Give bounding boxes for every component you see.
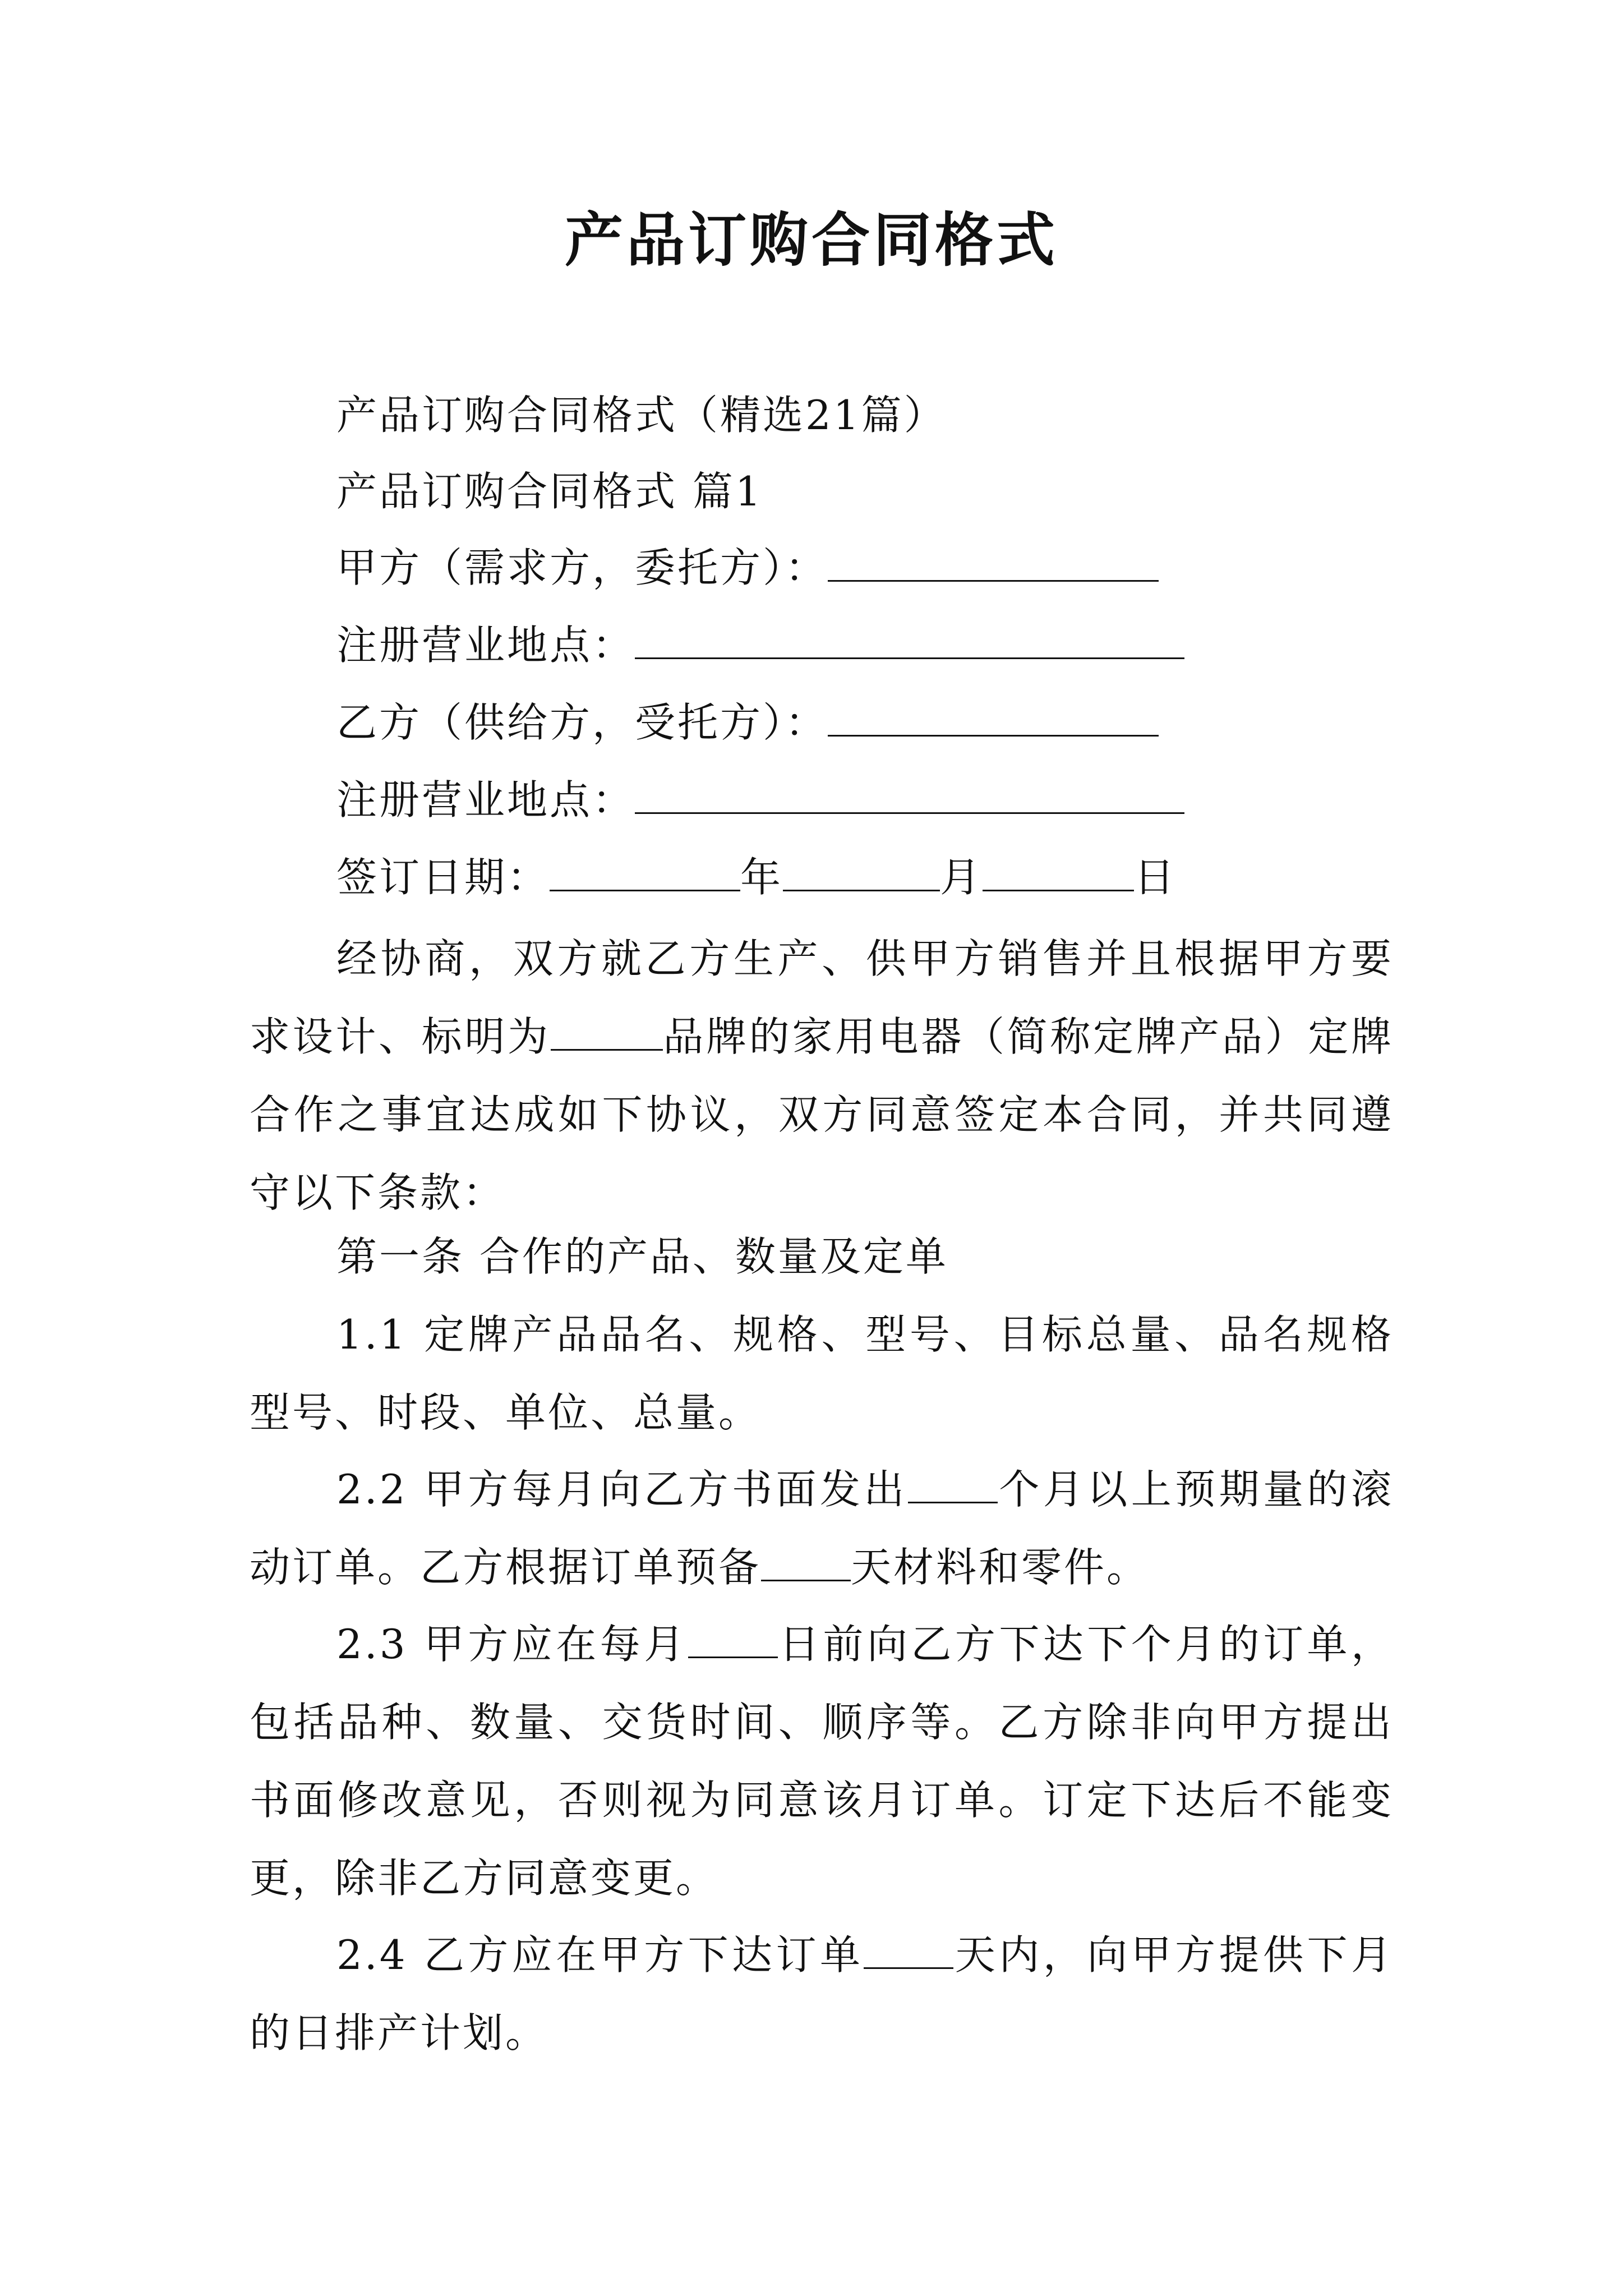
document-title: 产品订购合同格式 bbox=[564, 206, 1058, 274]
sign-month-label: 月 bbox=[940, 854, 983, 901]
clause-2-2 bbox=[250, 1451, 1394, 1607]
sign-month-blank bbox=[783, 855, 940, 891]
intro-text-2: 品牌的家用电器（简称定牌产品）定牌合作之事宜达成如下协议，双方同意签定本合同，并共同遵守以下条款： bbox=[250, 1013, 1394, 1216]
party-b-blank bbox=[828, 700, 1159, 737]
party-b-label: 乙方（供给方，受托方）： bbox=[336, 699, 828, 746]
party-a-blank bbox=[828, 545, 1159, 582]
sign-year-label: 年 bbox=[740, 854, 783, 901]
months-blank bbox=[908, 1467, 998, 1503]
section-heading: 产品订购合同格式 篇1 bbox=[336, 468, 763, 515]
clause-2-2-text-2: 个月以上预期量的滚动订单。乙方根据订单预备 bbox=[250, 1466, 1394, 1591]
clause-1-1: 1.1 定牌产品品名、规格、型号、目标总量、品名规格型号、时段、单位、总量。 bbox=[250, 1311, 1394, 1436]
clause-2-2-text-1: 2.2 甲方每月向乙方书面发出 bbox=[336, 1466, 908, 1513]
party-a-label: 甲方（需求方，委托方）： bbox=[336, 544, 828, 591]
intro-text-1: 经协商，双方就乙方生产、供甲方销售并且根据甲方要求设计、标明为 bbox=[250, 935, 1394, 1060]
clause-2-4-text-1: 2.4 乙方应在甲方下达订单 bbox=[336, 1931, 864, 1978]
party-a-line bbox=[336, 540, 1159, 596]
document-subtitle: 产品订购合同格式（精选21篇） bbox=[336, 392, 947, 439]
clause-2-2-text-3: 天材料和零件。 bbox=[851, 1544, 1150, 1591]
party-b-line bbox=[336, 694, 1159, 751]
days-material-blank bbox=[761, 1545, 851, 1581]
brand-blank bbox=[551, 1014, 663, 1051]
party-a-address-label: 注册营业地点： bbox=[336, 622, 635, 669]
party-b-address-line bbox=[336, 772, 1184, 828]
sign-year-blank bbox=[550, 855, 740, 891]
party-a-address-blank bbox=[635, 623, 1184, 659]
party-b-address-blank bbox=[635, 777, 1184, 814]
clause-2-3-text-2: 日前向乙方下达下个月的订单，包括品种、数量、交货时间、顺序等。乙方除非向甲方提出书面修改意见，否则视为同意该月订单。订定下达后不能变更，除非乙方同意变更。 bbox=[250, 1621, 1394, 1902]
sign-day-blank bbox=[983, 855, 1134, 891]
clause-2-3-text-1: 2.3 甲方应在每月 bbox=[336, 1621, 688, 1668]
clause-2-4 bbox=[250, 1916, 1394, 2072]
intro-paragraph bbox=[250, 920, 1394, 1232]
sign-date-label: 签订日期： bbox=[336, 854, 550, 901]
sign-date-line bbox=[336, 849, 1177, 905]
party-b-address-label: 注册营业地点： bbox=[336, 776, 635, 823]
clause-2-3 bbox=[250, 1605, 1394, 1917]
clause-2-4-text-2: 天内，向甲方提供下月的日排产计划。 bbox=[250, 1931, 1394, 2056]
party-a-address-line bbox=[336, 617, 1184, 673]
article-1-heading: 第一条 合作的产品、数量及定单 bbox=[336, 1233, 948, 1280]
order-day-blank bbox=[688, 1622, 778, 1658]
sign-day-label: 日 bbox=[1134, 854, 1177, 901]
schedule-days-blank bbox=[864, 1932, 953, 1969]
